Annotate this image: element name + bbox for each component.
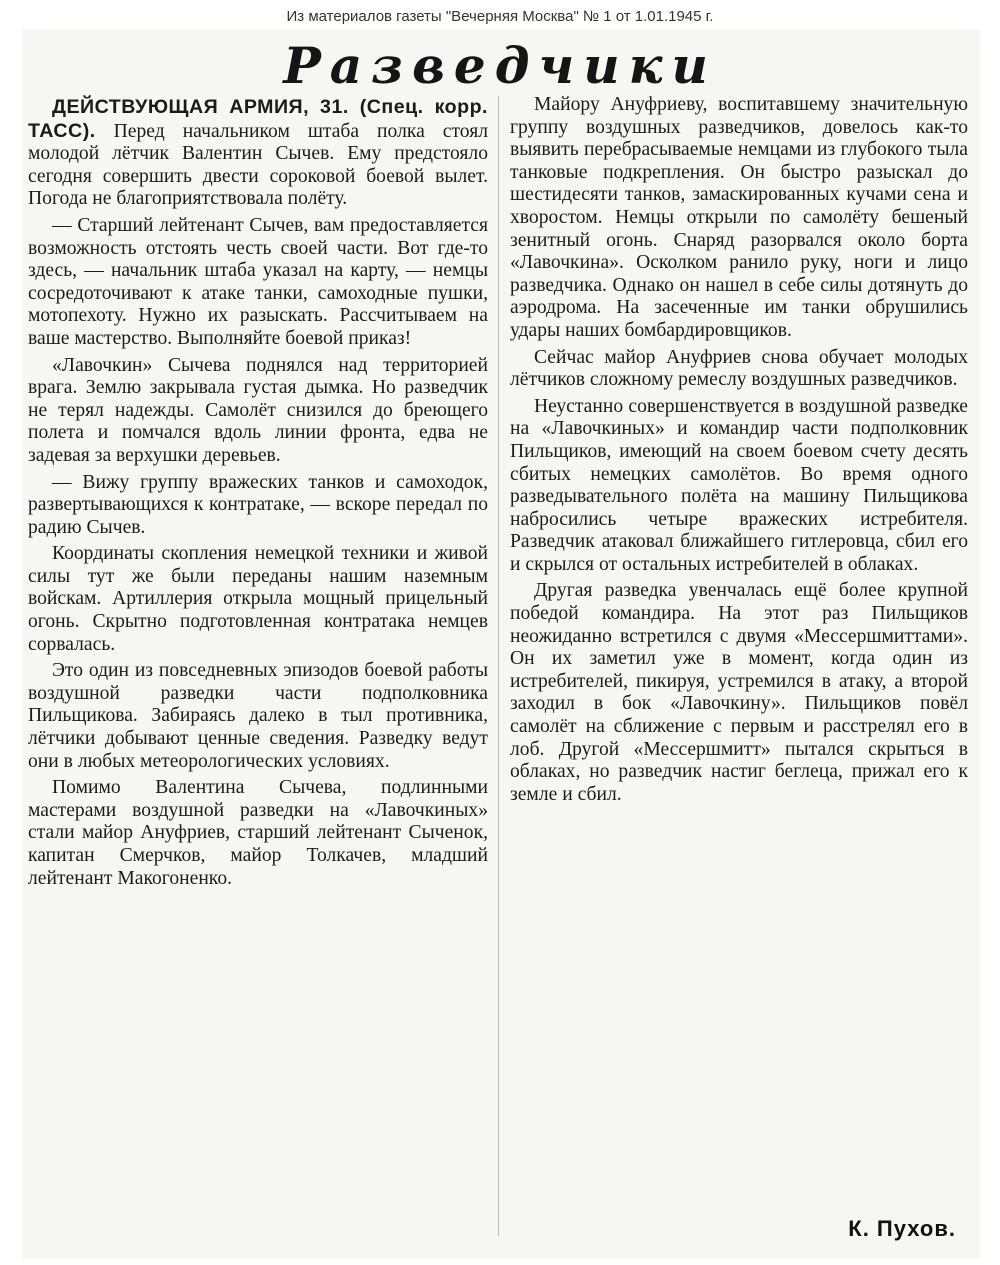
source-note: Из материалов газеты "Вечерняя Москва" № 1 от 1.01.1945 г. [286,8,714,25]
article-paragraph-9: Сейчас майор Ануфриев снова обучает молодых лётчиков сложному ремеслу воздушных разведчиков. [510,346,968,391]
article-paragraph-10: Неустанно совершенствуется в воздушной разведке на «Лавочкиных» и командир части подполковник Пильщиков, имеющий на своем боевом счету десять сбитых немецких самолётов. Во время одного разведывательного полёта на машину Пильщикова набросились четыре вражеских истребителя. Разведчик атаковал ближайшего гитлеровца, сбил его и скрылся от остальных истребителей в облаках. [510,395,968,575]
author-signature: К. Пухов. [848,1216,956,1241]
article-headline: Разведчики [283,36,717,95]
article-paragraph-5: Координаты скопления немецкой техники и живой силы тут же были переданы нашим наземным войскам. Артиллерия открыла мощный прицельный огонь. Скрытно подготовленная контратака немцев сорвалась. [28,543,488,655]
article-paragraph-8: Майору Ануфриеву, воспитавшему значительную группу воздушных разведчиков, довелось как-то выявить перебрасываемые немцами из глубокого тыла танковые подкрепления. Он быстро разыскал до шестидесяти танков, замаскированных кучами сена и хворостом. Немцы открыли по самолёту бешеный зенитный огонь. Снаряд разорвался около борта «Лавочкина». Осколком ранило руку, ноги и лицо разведчика. Однако он нашел в себе силы дотянуть до аэродрома. На засеченные им танки обрушились удары наших бомбардировщиков. [510,94,968,341]
article-paragraph-11: Другая разведка увенчалась ещё более крупной победой командира. На этот раз Пильщиков неожиданно встретился с двумя «Мессершмиттами». Он их заметил уже в момент, когда один из истребителей, пикируя, устремился в атаку, а второй заходил в бок «Лавочкину». Пильщиков повёл самолёт на сближение с первым и расстрелял его в лоб. Другой «Мессершмитт» пытался скрыться в облаках, но разведчик настиг беглеца, прижал его к земле и сбил. [510,580,968,805]
article-paragraph-3: «Лавочкин» Сычева поднялся над территорией врага. Землю закрывала густая дымка. Но разведчик не терял надежды. Самолёт снизился до бреющего полета и помчался вдоль линии фронта, едва не задевая за верхушки деревьев. [28,354,488,466]
article-left-column [28,96,488,894]
paragraph-text: Перед начальником штаба полка стоял молодой лётчик Валентин Сычев. Ему предстояло сегодня совершить двести сороковой боевой вылет. Погода не благоприятствовала полёту. [28,120,488,210]
dateline: ДЕЙСТВУЮЩАЯ АРМИЯ, 31. (Спец. корр. ТАСС). [28,96,488,142]
column-divider [498,96,499,1236]
article-paragraph-4: — Вижу группу вражеских танков и самоходок, развертывающихся к контратаке, — вскоре передал по радию Сычев. [28,471,488,538]
article-right-column [510,94,968,810]
article-paragraph-7: Помимо Валентина Сычева, подлинными мастерами воздушной разведки на «Лавочкиных» стали майор Ануфриев, старший лейтенант Сыченок, капитан Смерчков, майор Толкачев, младший лейтенант Макогоненко. [28,777,488,889]
article-paragraph-1 [28,96,488,211]
article-paragraph-6: Это один из повседневных эпизодов боевой работы воздушной разведки части подполковника Пильщикова. Забираясь далеко в тыл противника, лётчики добывают ценные сведения. Разведку ведут они в любых метеорологических условиях. [28,660,488,772]
article-paragraph-2: — Старший лейтенант Сычев, вам предоставляется возможность отстоять честь своей части. Вот где-то здесь, — начальник штаба указал на карту, — немцы сосредоточивают к атаке танки, самоходные пушки, мотопехоту. Нужно их разыскать. Рассчитываем на ваше мастерство. Выполняйте боевой приказ! [28,214,488,349]
